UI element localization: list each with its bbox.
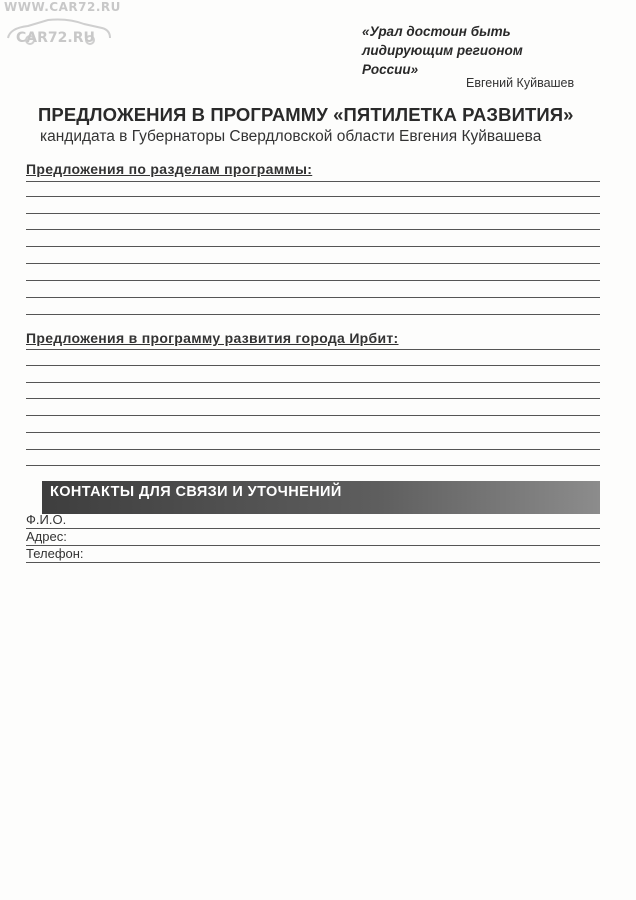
- quote-line: России»: [362, 62, 419, 77]
- document-subtitle: кандидата в Губернаторы Свердловской области Евгения Куйвашева: [40, 128, 542, 145]
- answer-line[interactable]: [26, 196, 600, 197]
- answer-line[interactable]: [26, 382, 600, 383]
- answer-line[interactable]: [26, 449, 600, 450]
- answer-line[interactable]: [26, 432, 600, 433]
- section-irbit-title: Предложения в программу развития города Ирбит:: [26, 330, 399, 346]
- quote-author: Евгений Куйвашев: [466, 76, 575, 90]
- answer-line[interactable]: [26, 314, 600, 315]
- quote-line: «Урал достоин быть: [362, 24, 511, 39]
- answer-line[interactable]: [26, 465, 600, 466]
- answer-line[interactable]: [26, 297, 600, 298]
- address-label: Адрес:: [26, 529, 67, 544]
- quote-line: лидирующим регионом: [362, 43, 523, 58]
- phone-label: Телефон:: [26, 546, 84, 561]
- answer-line[interactable]: [26, 349, 600, 350]
- answer-line[interactable]: [26, 280, 600, 281]
- answer-line[interactable]: [26, 213, 600, 214]
- fio-field[interactable]: [26, 512, 600, 529]
- answer-line[interactable]: [26, 365, 600, 366]
- answer-line[interactable]: [26, 398, 600, 399]
- answer-line[interactable]: [26, 181, 600, 182]
- document-title: ПРЕДЛОЖЕНИЯ В ПРОГРАММУ «ПЯТИЛЕТКА РАЗВИТИЯ»: [38, 104, 574, 125]
- answer-line[interactable]: [26, 415, 600, 416]
- address-field[interactable]: [26, 529, 600, 546]
- section-program-title: Предложения по разделам программы:: [26, 161, 313, 177]
- phone-field[interactable]: [26, 546, 600, 563]
- answer-line[interactable]: [26, 229, 600, 230]
- watermark-logo: CAR72.RU: [16, 30, 95, 46]
- answer-line[interactable]: [26, 246, 600, 247]
- contacts-title: КОНТАКТЫ ДЛЯ СВЯЗИ И УТОЧНЕНИЙ: [50, 484, 342, 500]
- answer-line[interactable]: [26, 263, 600, 264]
- quote: [362, 22, 612, 79]
- watermark-url: WWW.CAR72.RU: [4, 0, 121, 14]
- fio-label: Ф.И.О.: [26, 512, 67, 527]
